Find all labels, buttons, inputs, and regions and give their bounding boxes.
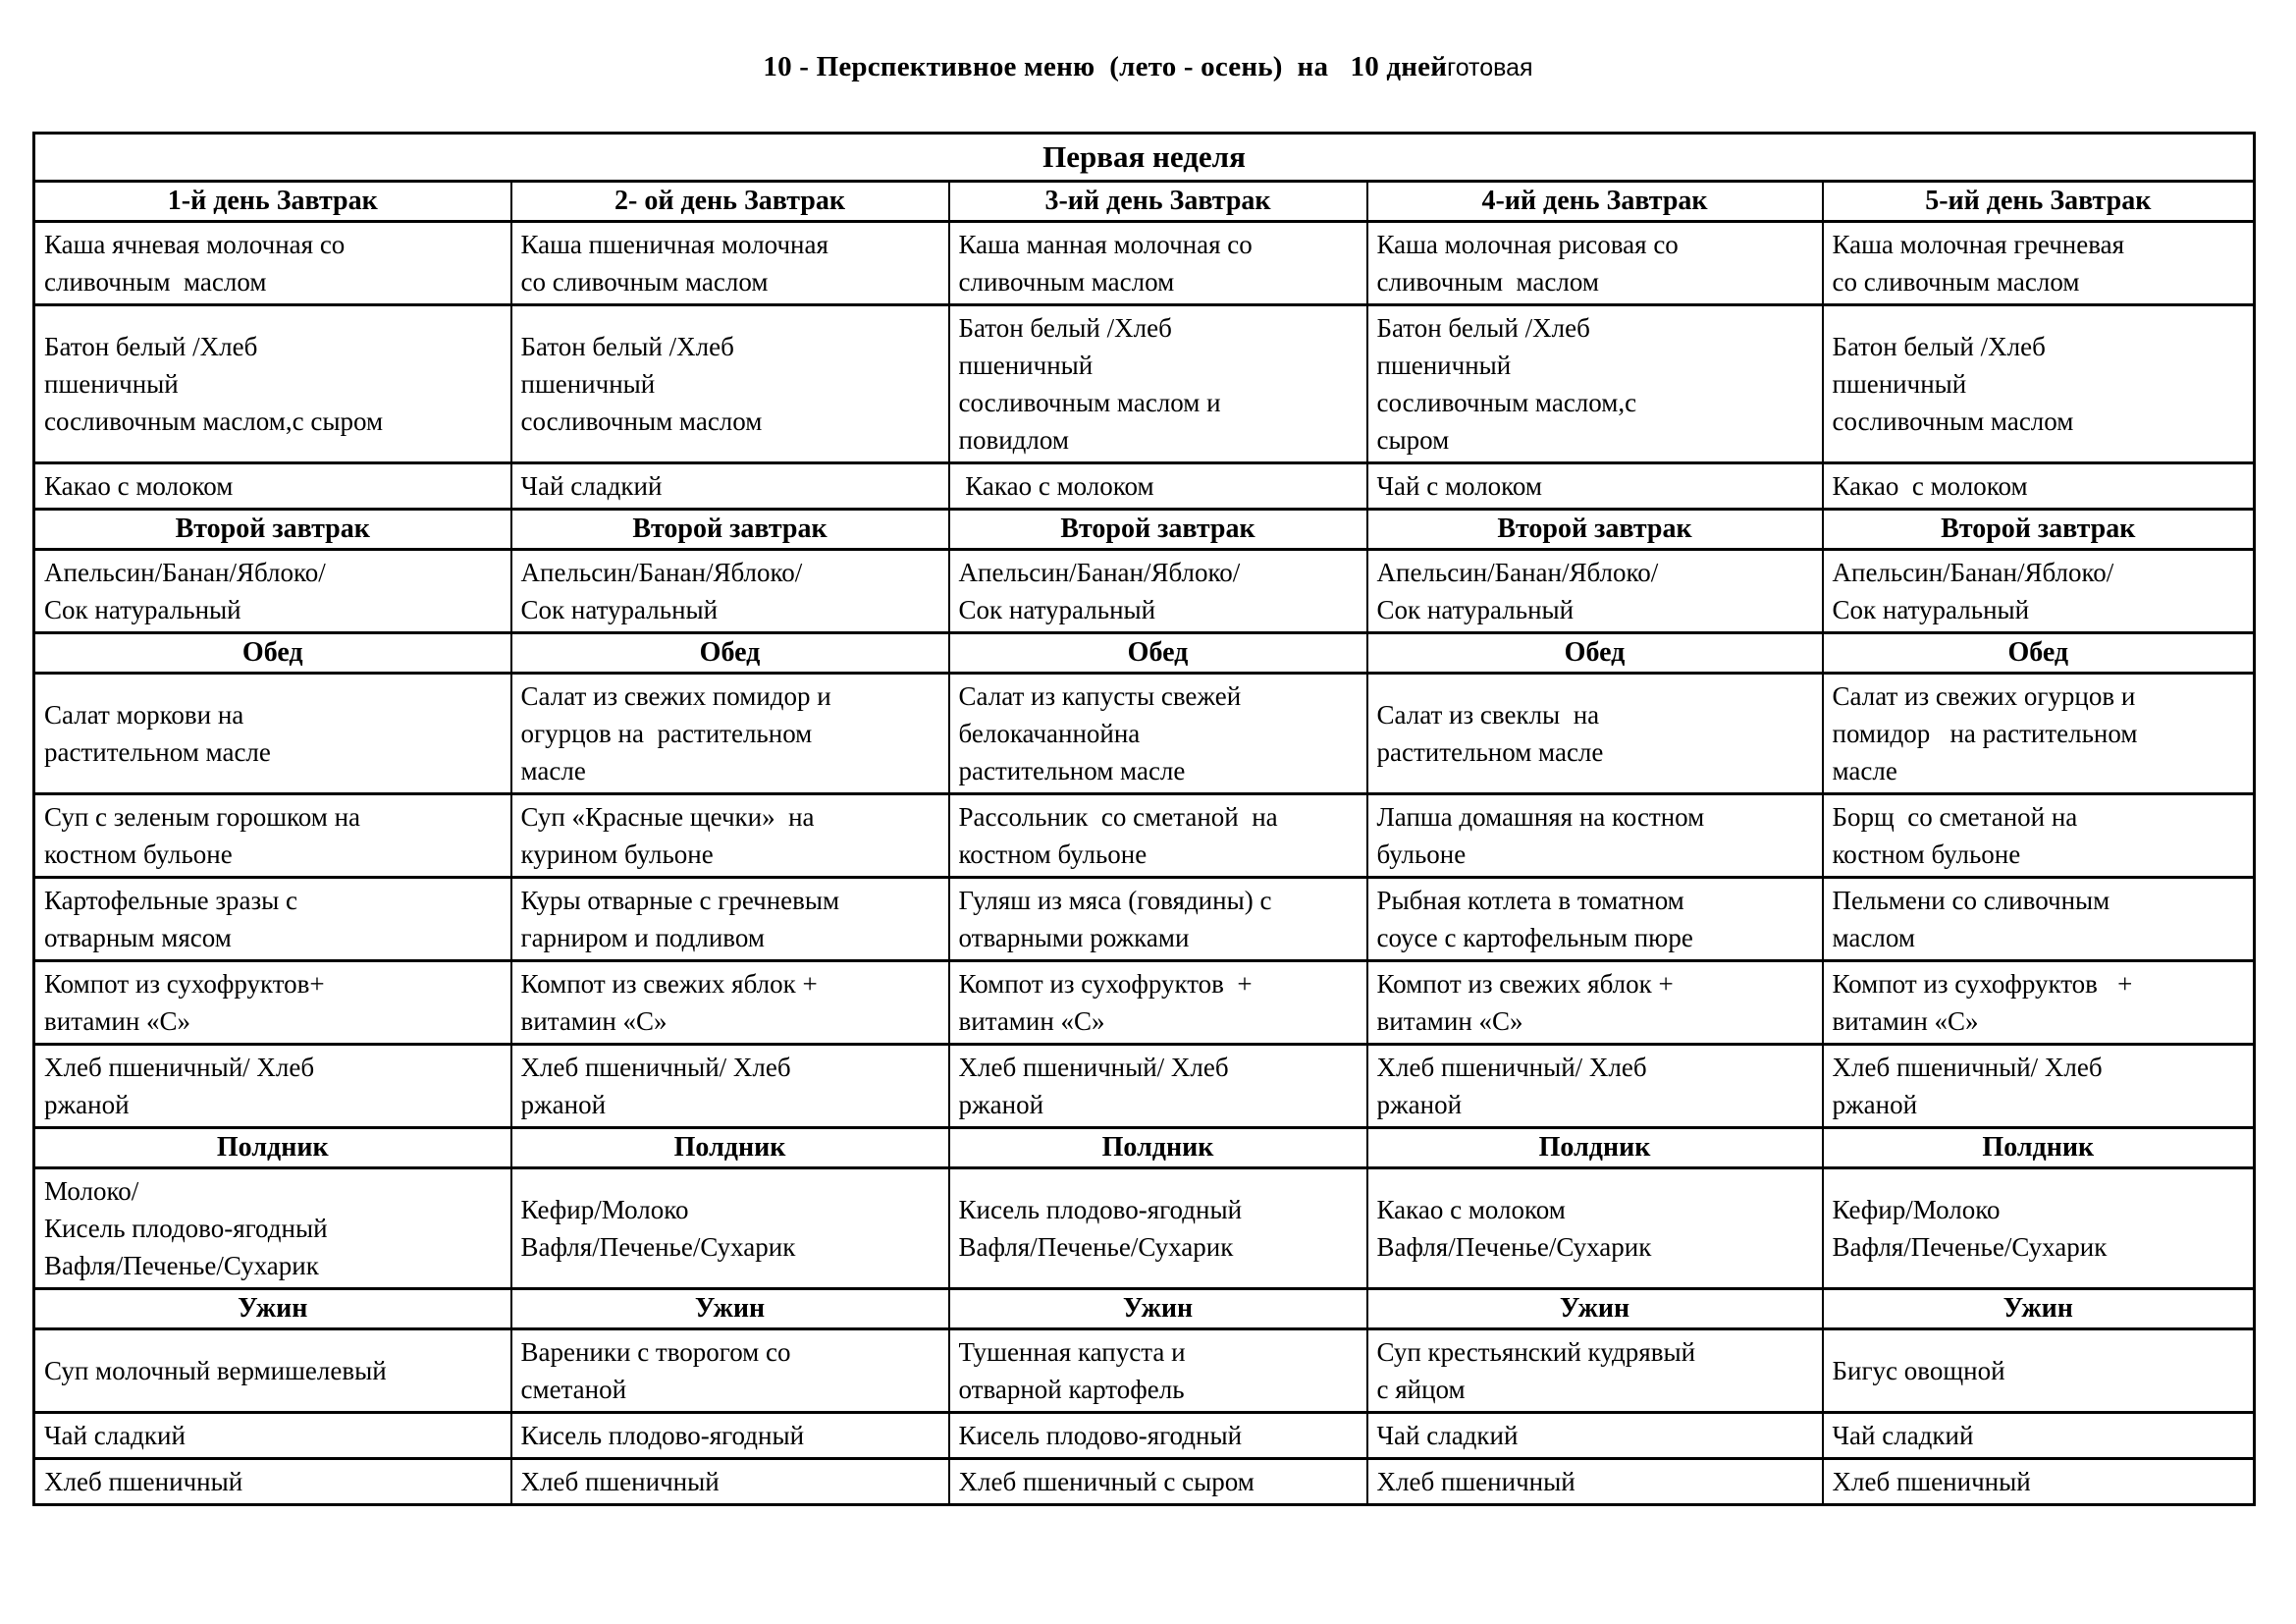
lunch-soup-row <box>34 794 2255 878</box>
menu-cell: Куры отварные с гречневым гарниром и подливом <box>511 878 949 961</box>
lunch-header-row <box>34 633 2255 674</box>
section-header-cell: Обед <box>1823 633 2255 674</box>
menu-cell: Хлеб пшеничный/ Хлеб ржаной <box>511 1045 949 1128</box>
menu-cell: Гуляш из мяса (говядины) с отварными рожками <box>949 878 1367 961</box>
section-header-cell: Полдник <box>1823 1128 2255 1168</box>
section-header-cell: Ужин <box>511 1289 949 1329</box>
menu-cell: Чай с молоком <box>1367 463 1823 510</box>
menu-cell: Компот из сухофруктов + витамин «С» <box>949 961 1367 1045</box>
menu-cell: Чай сладкий <box>34 1413 511 1459</box>
menu-cell: Салат моркови на растительном масле <box>34 674 511 794</box>
section-header-cell: Ужин <box>1367 1289 1823 1329</box>
menu-cell: Салат из капусты свежей белокачаннойна растительном масле <box>949 674 1367 794</box>
menu-cell: Батон белый /Хлеб пшеничный сосливочным маслом <box>1823 305 2255 463</box>
menu-cell: Апельсин/Банан/Яблоко/ Сок натуральный <box>511 550 949 633</box>
section-header-cell: Второй завтрак <box>511 510 949 550</box>
menu-cell: Апельсин/Банан/Яблоко/ Сок натуральный <box>34 550 511 633</box>
snack-row <box>34 1168 2255 1289</box>
dinner-drink-row <box>34 1413 2255 1459</box>
menu-cell: Борщ со сметаной на костном бульоне <box>1823 794 2255 878</box>
document-title-suffix: готовая <box>1447 54 1533 81</box>
menu-cell: Кисель плодово-ягодный <box>511 1413 949 1459</box>
menu-cell: Рассольник со сметаной на костном бульоне <box>949 794 1367 878</box>
menu-cell: Хлеб пшеничный <box>511 1459 949 1505</box>
lunch-drink-row <box>34 961 2255 1045</box>
menu-cell: Кефир/Молоко Вафля/Печенье/Сухарик <box>511 1168 949 1289</box>
menu-cell: Рыбная котлета в томатном соусе с картофельным пюре <box>1367 878 1823 961</box>
menu-cell: Какао с молоком <box>34 463 511 510</box>
menu-cell: Салат из свеклы на растительном масле <box>1367 674 1823 794</box>
second-breakfast-row <box>34 550 2255 633</box>
section-header-cell: Обед <box>34 633 511 674</box>
lunch-bread-row <box>34 1045 2255 1128</box>
menu-cell: Каша пшеничная молочная со сливочным маслом <box>511 222 949 305</box>
section-header-cell: Обед <box>949 633 1367 674</box>
document-title-line <box>0 51 2296 83</box>
menu-cell: Кефир/Молоко Вафля/Печенье/Сухарик <box>1823 1168 2255 1289</box>
menu-cell: Суп молочный вермишелевый <box>34 1329 511 1413</box>
lunch-salad-row <box>34 674 2255 794</box>
menu-cell: Каша молочная рисовая со сливочным маслом <box>1367 222 1823 305</box>
menu-cell: Хлеб пшеничный <box>1823 1459 2255 1505</box>
day-header-2: 2- ой день Завтрак <box>511 182 949 222</box>
menu-cell: Какао с молоком <box>1823 463 2255 510</box>
section-header-cell: Полдник <box>949 1128 1367 1168</box>
menu-cell: Чай сладкий <box>511 463 949 510</box>
menu-cell: Компот из сухофруктов+ витамин «С» <box>34 961 511 1045</box>
document-title: 10 - Перспективное меню (лето - осень) на 10 дней <box>763 51 1448 82</box>
section-header-cell: Второй завтрак <box>34 510 511 550</box>
day-header-1: 1-й день Завтрак <box>34 182 511 222</box>
day-header-3: 3-ий день Завтрак <box>949 182 1367 222</box>
menu-cell: Пельмени со сливочным маслом <box>1823 878 2255 961</box>
section-header-cell: Обед <box>511 633 949 674</box>
day-header-5: 5-ий день Завтрак <box>1823 182 2255 222</box>
menu-cell: Батон белый /Хлеб пшеничный сосливочным маслом <box>511 305 949 463</box>
menu-cell: Лапша домашняя на костном бульоне <box>1367 794 1823 878</box>
section-header-cell: Обед <box>1367 633 1823 674</box>
lunch-main-row <box>34 878 2255 961</box>
menu-cell: Суп «Красные щечки» на курином бульоне <box>511 794 949 878</box>
section-header-cell: Второй завтрак <box>1823 510 2255 550</box>
menu-cell: Каша ячневая молочная со сливочным маслом <box>34 222 511 305</box>
menu-cell: Батон белый /Хлеб пшеничный сосливочным маслом,с сыром <box>34 305 511 463</box>
menu-table-body <box>34 222 2255 1505</box>
dinner-main-row <box>34 1329 2255 1413</box>
week-header-row <box>34 134 2255 182</box>
menu-cell: Чай сладкий <box>1367 1413 1823 1459</box>
menu-cell: Кисель плодово-ягодный <box>949 1413 1367 1459</box>
menu-cell: Суп крестьянский кудрявый с яйцом <box>1367 1329 1823 1413</box>
menu-cell: Салат из свежих помидор и огурцов на растительном масле <box>511 674 949 794</box>
breakfast-porridge-row <box>34 222 2255 305</box>
menu-cell: Хлеб пшеничный/ Хлеб ржаной <box>1367 1045 1823 1128</box>
menu-cell: Апельсин/Банан/Яблоко/ Сок натуральный <box>949 550 1367 633</box>
day-header-4: 4-ий день Завтрак <box>1367 182 1823 222</box>
menu-cell: Каша молочная гречневая со сливочным маслом <box>1823 222 2255 305</box>
menu-cell: Кисель плодово-ягодный Вафля/Печенье/Сухарик <box>949 1168 1367 1289</box>
menu-cell: Каша манная молочная со сливочным маслом <box>949 222 1367 305</box>
menu-cell: Хлеб пшеничный/ Хлеб ржаной <box>949 1045 1367 1128</box>
menu-cell: Салат из свежих огурцов и помидор на растительном масле <box>1823 674 2255 794</box>
menu-cell: Вареники с творогом со сметаной <box>511 1329 949 1413</box>
menu-cell: Апельсин/Банан/Яблоко/ Сок натуральный <box>1823 550 2255 633</box>
menu-cell: Компот из сухофруктов + витамин «С» <box>1823 961 2255 1045</box>
menu-cell: Суп с зеленым горошком на костном бульоне <box>34 794 511 878</box>
menu-cell: Батон белый /Хлеб пшеничный сосливочным маслом и повидлом <box>949 305 1367 463</box>
breakfast-drink-row <box>34 463 2255 510</box>
section-header-cell: Полдник <box>34 1128 511 1168</box>
menu-cell: Молоко/ Кисель плодово-ягодный Вафля/Печенье/Сухарик <box>34 1168 511 1289</box>
section-header-cell: Ужин <box>1823 1289 2255 1329</box>
menu-cell: Картофельные зразы с отварным мясом <box>34 878 511 961</box>
menu-table <box>32 132 2256 1506</box>
menu-cell: Бигус овощной <box>1823 1329 2255 1413</box>
section-header-cell: Полдник <box>1367 1128 1823 1168</box>
menu-cell: Какао с молоком <box>949 463 1367 510</box>
menu-cell: Чай сладкий <box>1823 1413 2255 1459</box>
menu-cell: Хлеб пшеничный/ Хлеб ржаной <box>1823 1045 2255 1128</box>
dinner-bread-row <box>34 1459 2255 1505</box>
menu-cell: Хлеб пшеничный <box>1367 1459 1823 1505</box>
section-header-cell: Ужин <box>34 1289 511 1329</box>
week-header: Первая неделя <box>34 134 2255 182</box>
snack-header-row <box>34 1128 2255 1168</box>
dinner-header-row <box>34 1289 2255 1329</box>
menu-cell: Апельсин/Банан/Яблоко/ Сок натуральный <box>1367 550 1823 633</box>
menu-cell: Хлеб пшеничный с сыром <box>949 1459 1367 1505</box>
menu-cell: Тушенная капуста и отварной картофель <box>949 1329 1367 1413</box>
section-header-cell: Ужин <box>949 1289 1367 1329</box>
section-header-cell: Полдник <box>511 1128 949 1168</box>
menu-cell: Компот из свежих яблок + витамин «С» <box>1367 961 1823 1045</box>
menu-cell: Батон белый /Хлеб пшеничный сосливочным маслом,с сыром <box>1367 305 1823 463</box>
menu-cell: Какао с молоком Вафля/Печенье/Сухарик <box>1367 1168 1823 1289</box>
menu-cell: Компот из свежих яблок + витамин «С» <box>511 961 949 1045</box>
menu-cell: Хлеб пшеничный/ Хлеб ржаной <box>34 1045 511 1128</box>
section-header-cell: Второй завтрак <box>949 510 1367 550</box>
breakfast-bread-row <box>34 305 2255 463</box>
second-breakfast-header-row <box>34 510 2255 550</box>
day-header-row <box>34 182 2255 222</box>
section-header-cell: Второй завтрак <box>1367 510 1823 550</box>
menu-cell: Хлеб пшеничный <box>34 1459 511 1505</box>
